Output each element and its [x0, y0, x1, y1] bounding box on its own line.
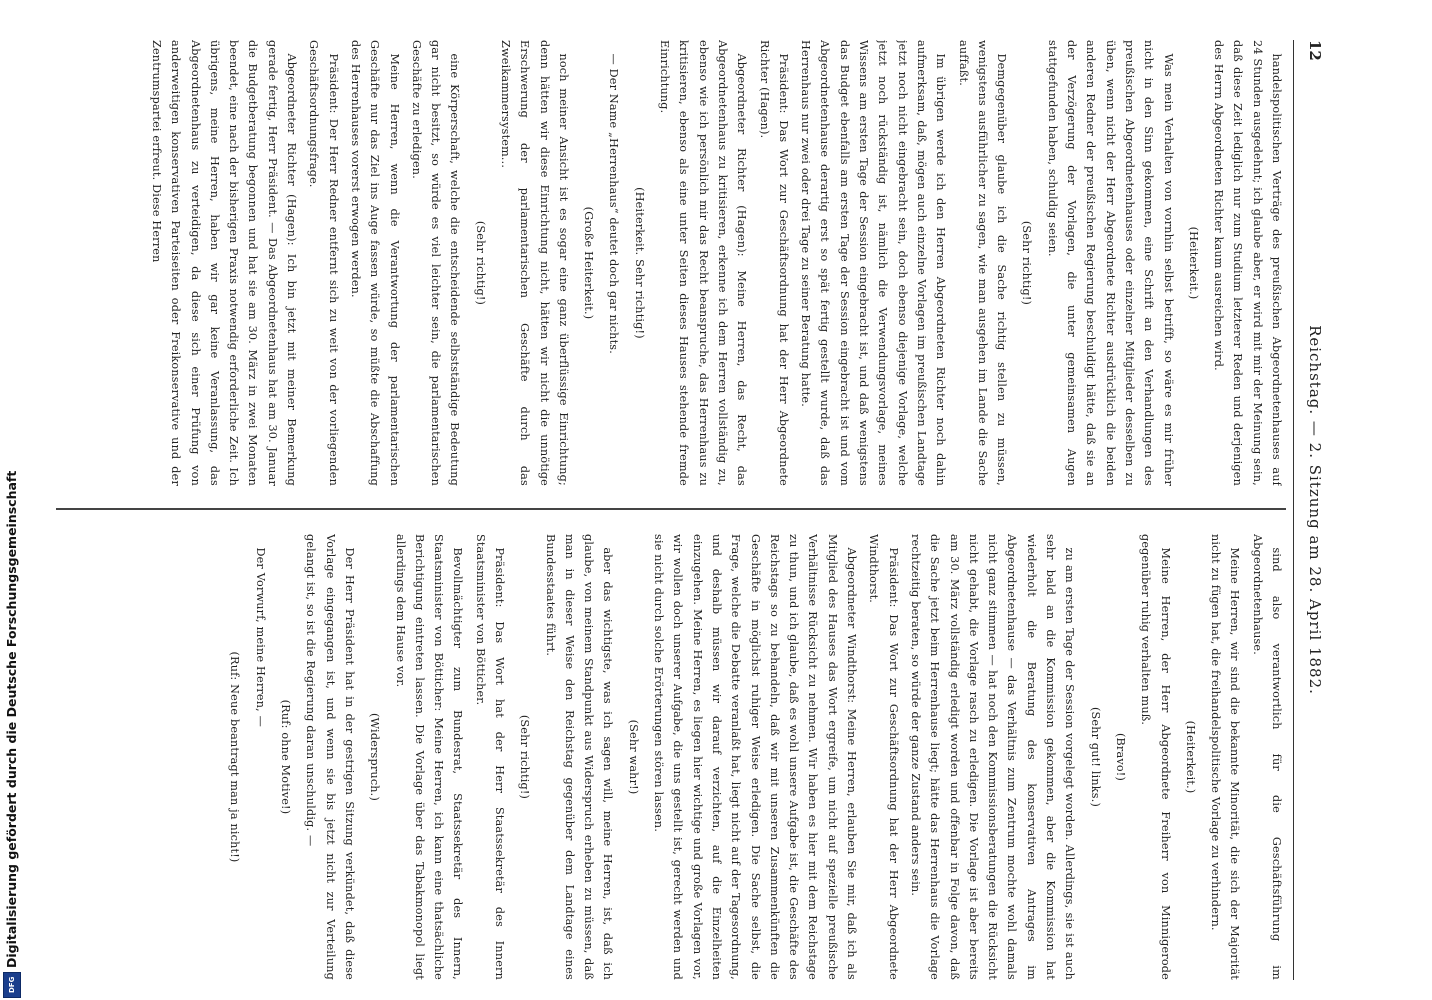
paragraph: sind also verantwortlich für die Geschäftsführung im Abgeordnetenhause.: [1250, 534, 1283, 980]
paragraph: Meine Herren, wir sind die bekannte Minorität, die sich der Majorität nicht zu fügen hat, die freihandelspolitische Vorlage zu verhindern.: [1209, 534, 1242, 980]
paragraph: aber das wichtigste, was ich sagen will, meine Herren, ist, daß ich glaube, von meinem Standpunkt aus Widerspruch erheben zu müssen, daß man in dieser Weise den Reichstag gegenüber dem Landtage eines Bundesstaates führt.: [543, 534, 615, 980]
interjection: (Bravo!): [1113, 732, 1127, 782]
paragraph: zu am ersten Tage der Session vorgelegt worden. Allerdings, sie ist auch sehr bald an die Kommission gekommen, aber die Kommission hat wiederholt die Beratung des konservativen Antrages im Abgeordnetenhause — das Verhältnis zum Zentrum mochte wohl damals nicht ganz stimmen — hat noch den Kommissionsberatungen die Rücksicht nicht gehabt, die Vorlage rasch zu erledigen. Die Vorlage ist aber bereits am 30. März vollständig erledigt worden und offenbar in Folge davon, daß die Sache jetzt beim Herrenhause liegt; hätte das Herrenhaus die Vorlage rechtzeitig beraten, so würde der ganze Zustand anders sein.: [908, 534, 1077, 980]
speaker-paragraph: Präsident: Das Wort zur Geschäftsordnung hat der Herr Abgeordnete Windthorst.: [867, 534, 900, 980]
paragraph: Der Vorwurf, meine Herren, —: [253, 547, 267, 728]
page-header: [1293, 40, 1330, 980]
interjection: (Sehr richtig!): [1020, 220, 1034, 306]
speaker-paragraph: Abgeordneter Richter (Hagen): Ich bin jetzt mit meiner Bemerkung gerade fertig, Herr Präsident. — Das Abgeordnetenhaus hat am 30. Januar die Budgetberatung begonnen und hat sie am 30. März in zwei Monaten beendet, eine nach der bisherigen Praxis notwendig erforderliche Zeit. Ich übrigens, meine Herren, haben wir gar keine Veranlassung, das Abgeordnetenhaus zu verteidigen, da diese sich einer Prüfung von anderweitigen konservativen Parteiseiten oder Freikonservative und der Zentrumspartei erfreut. Diese Herren: [149, 40, 299, 486]
paragraph: eine Körperschaft, welche die entscheidende selbstständige Bedeutung gar nicht besitzt, so würde es viel leichter sein, die parlamentarischen Geschäfte zu erledigen.: [409, 40, 462, 486]
interjection: (Ruf: Neue beantragt man ja nicht!): [228, 651, 242, 863]
column-divider: [56, 508, 1286, 510]
speaker-paragraph: Präsident: Der Herr Redner entfernt sich zu weit von der vorliegenden Geschäftsordnungsfrage.: [307, 40, 340, 486]
paragraph: noch meiner Ansicht ist es sogar eine ganz überflüssige Einrichtung; denn hätten wir diese Einrichtung nicht, hätten wir nicht die unnötige Erschwerung der parlamentarischen Geschäfte durch das Zweikammersystem...: [499, 40, 570, 486]
dfg-logo-icon: DFG: [3, 972, 21, 998]
interjection: (Große Heiterkeit.): [582, 206, 596, 320]
interjection: (Widerspruch.): [368, 712, 382, 802]
rotated-page-content: [50, 40, 1330, 980]
interjection: (Sehr gut! links.): [1088, 706, 1102, 808]
paragraph: Was mein Verhalten von vornhin selbst betrifft, so wäre es mir früher nicht in den Sinn gekommen, eine Schrift an den Verhandlungen des preußischen Abgeordnetenhauses oder einzelner Mitglieder desselben zu üben, wenn nicht der Herr Abgeordnete Richter ausdrücklich die beiden anderen Redner der preußischen Regierung beschuldigt hätte, daß sie an der Verzögerung der Vorlagen, die unter gemeinsamen Augen stattgefunden haben, schuldig seien.: [1045, 40, 1175, 486]
funding-bar: [0, 0, 22, 1000]
paragraph: Meine Herren, wenn die Verantwortung der parlamentarischen Geschäfte nur das Ziel ins Auge fassen würde, so müßte die Abschaffung des Herrenhauses vorerst erwogen werden.: [348, 40, 401, 486]
page-number: 12: [1306, 40, 1324, 61]
funding-note: Digitalisierung gefördert durch die Deutsche Forschungsgemeinschaft: [4, 470, 19, 968]
running-head: Reichstag. — 2. Sitzung am 28. April 1882.: [1306, 325, 1324, 695]
interjection: (Heiterkeit. Sehr richtig!): [632, 187, 646, 339]
left-column: [56, 40, 1286, 486]
speaker-paragraph: Bevollmächtigter zum Bundesrat, Staatssekretär des Innern, Staatsminister von Bötticher: Meine Herren, ich kann eine thatsächliche Berichtigung eintreten lassen. Die Vorlage über das Tabakmonopol liegt allerdings dem Hause vor.: [393, 534, 465, 980]
paragraph: Im übrigen werde ich den Herren Abgeordneten Richter noch dahin aufmerksam, daß, mögen auch einzelne Vorlagen im preußischen Landtage jetzt noch nicht eingebracht sein, doch ebenso diejenige Vorlage, welche jetzt noch rückständig ist, nämlich die Verwendungsvorlage, meines Wissens am ersten Tage der Session eingebracht ist, und daß wenigstens das Budget ebenfalls am ersten Tage der Session eingebracht ist und vom Abgeordnetenhause derartig erst so spät fertig gestellt wurde, daß das Herrenhaus nur zwei oder drei Tage zu seiner Beratung hatte.: [799, 40, 948, 486]
paragraph: — Der Name „Herrenhaus“ deutet doch gar nichts.: [607, 53, 621, 354]
paragraph: handelspolitischen Verträge des preußischen Abgeordnetenhauses auf 24 Stunden ausgedehnt; ich glaube aber, er wird mit mir der Meinung sein, daß diese Zeit lediglich nur zum Studium letzterer Reden und derjenigen des Herrn Abgeordneten Richter kaum ausreichen wird.: [1212, 40, 1283, 486]
speaker-paragraph: Abgeordneter Richter (Hagen): Meine Herren, das Recht, das Abgeordnetenhaus zu kritisieren, erkenne ich dem Herren vollständig zu, ebenso wie ich persönlich mir das Recht beanspruche, das Herrenhaus zu kritisieren, ebenso als eine unter Seiten dieses Hauses stehende fremde Einrichtung.: [658, 40, 749, 486]
paragraph: Demgegenüber glaube ich die Sache richtig stellen zu müssen, wenigstens ausführlicher zu sagen, wie man ausgehen im Lande die Sache auffaßt.: [956, 40, 1009, 486]
interjection: (Sehr richtig!): [518, 714, 532, 800]
interjection: (Heiterkeit.): [1183, 720, 1197, 794]
paragraph: Meine Herren, der Herr Abgeordnete Freiherr von Minnigerode gegenüber ruhig verhalten muß.: [1139, 534, 1172, 980]
speaker-paragraph: Abgeordneter Windthorst: Meine Herren, erlauben Sie mir, daß ich als Mitglied des Hauses das Wort ergreife, um nicht auf spezielle preußische Verhältnisse Rücksicht zu nehmen. Wir haben es hier mit dem Reichstage zu thun, und ich glaube, daß es wohl unsere Aufgabe ist, die Geschäfte des Reichstags so zu behandeln, daß wir mit unseren Zusammenkünften die Geschäfte in möglichst ruhiger Weise erledigen. Die Sache selbst, die Frage, welche die Debatte veranlaßt hat, liegt nicht auf der Tagesordnung, und deshalb müssen wir darauf verzichten, auf die Einzelheiten einzugehen. Meine Herren, es liegen hier wichtige und große Vorlagen vor, wir wollen doch unserer Aufgabe, die uns gestellt ist, gerecht werden und sie nicht durch solche Erörterungen stören lassen.: [652, 534, 859, 980]
speaker-paragraph: Präsident: Das Wort zur Geschäftsordnung hat der Herr Abgeordnete Richter (Hagen).: [757, 40, 790, 486]
interjection: (Ruf: ohne Motive!): [279, 699, 293, 815]
interjection: (Sehr wahr!): [626, 719, 640, 795]
paragraph: Der Herr Präsident hat in der gestrigen Sitzung verkündet, daß diese Vorlage eingegangen ist, und wenn sie bis jetzt nicht zur Verteilung gelangt ist, so ist die Regierung daran unschuldig. —: [304, 534, 356, 980]
interjection: (Sehr richtig!): [473, 220, 487, 306]
right-column: [56, 534, 1286, 980]
speaker-paragraph: Präsident: Das Wort hat der Herr Staatssekretär des Innern Staatsminister von Bötticher.: [473, 534, 507, 980]
interjection: (Heiterkeit.): [1186, 226, 1200, 300]
